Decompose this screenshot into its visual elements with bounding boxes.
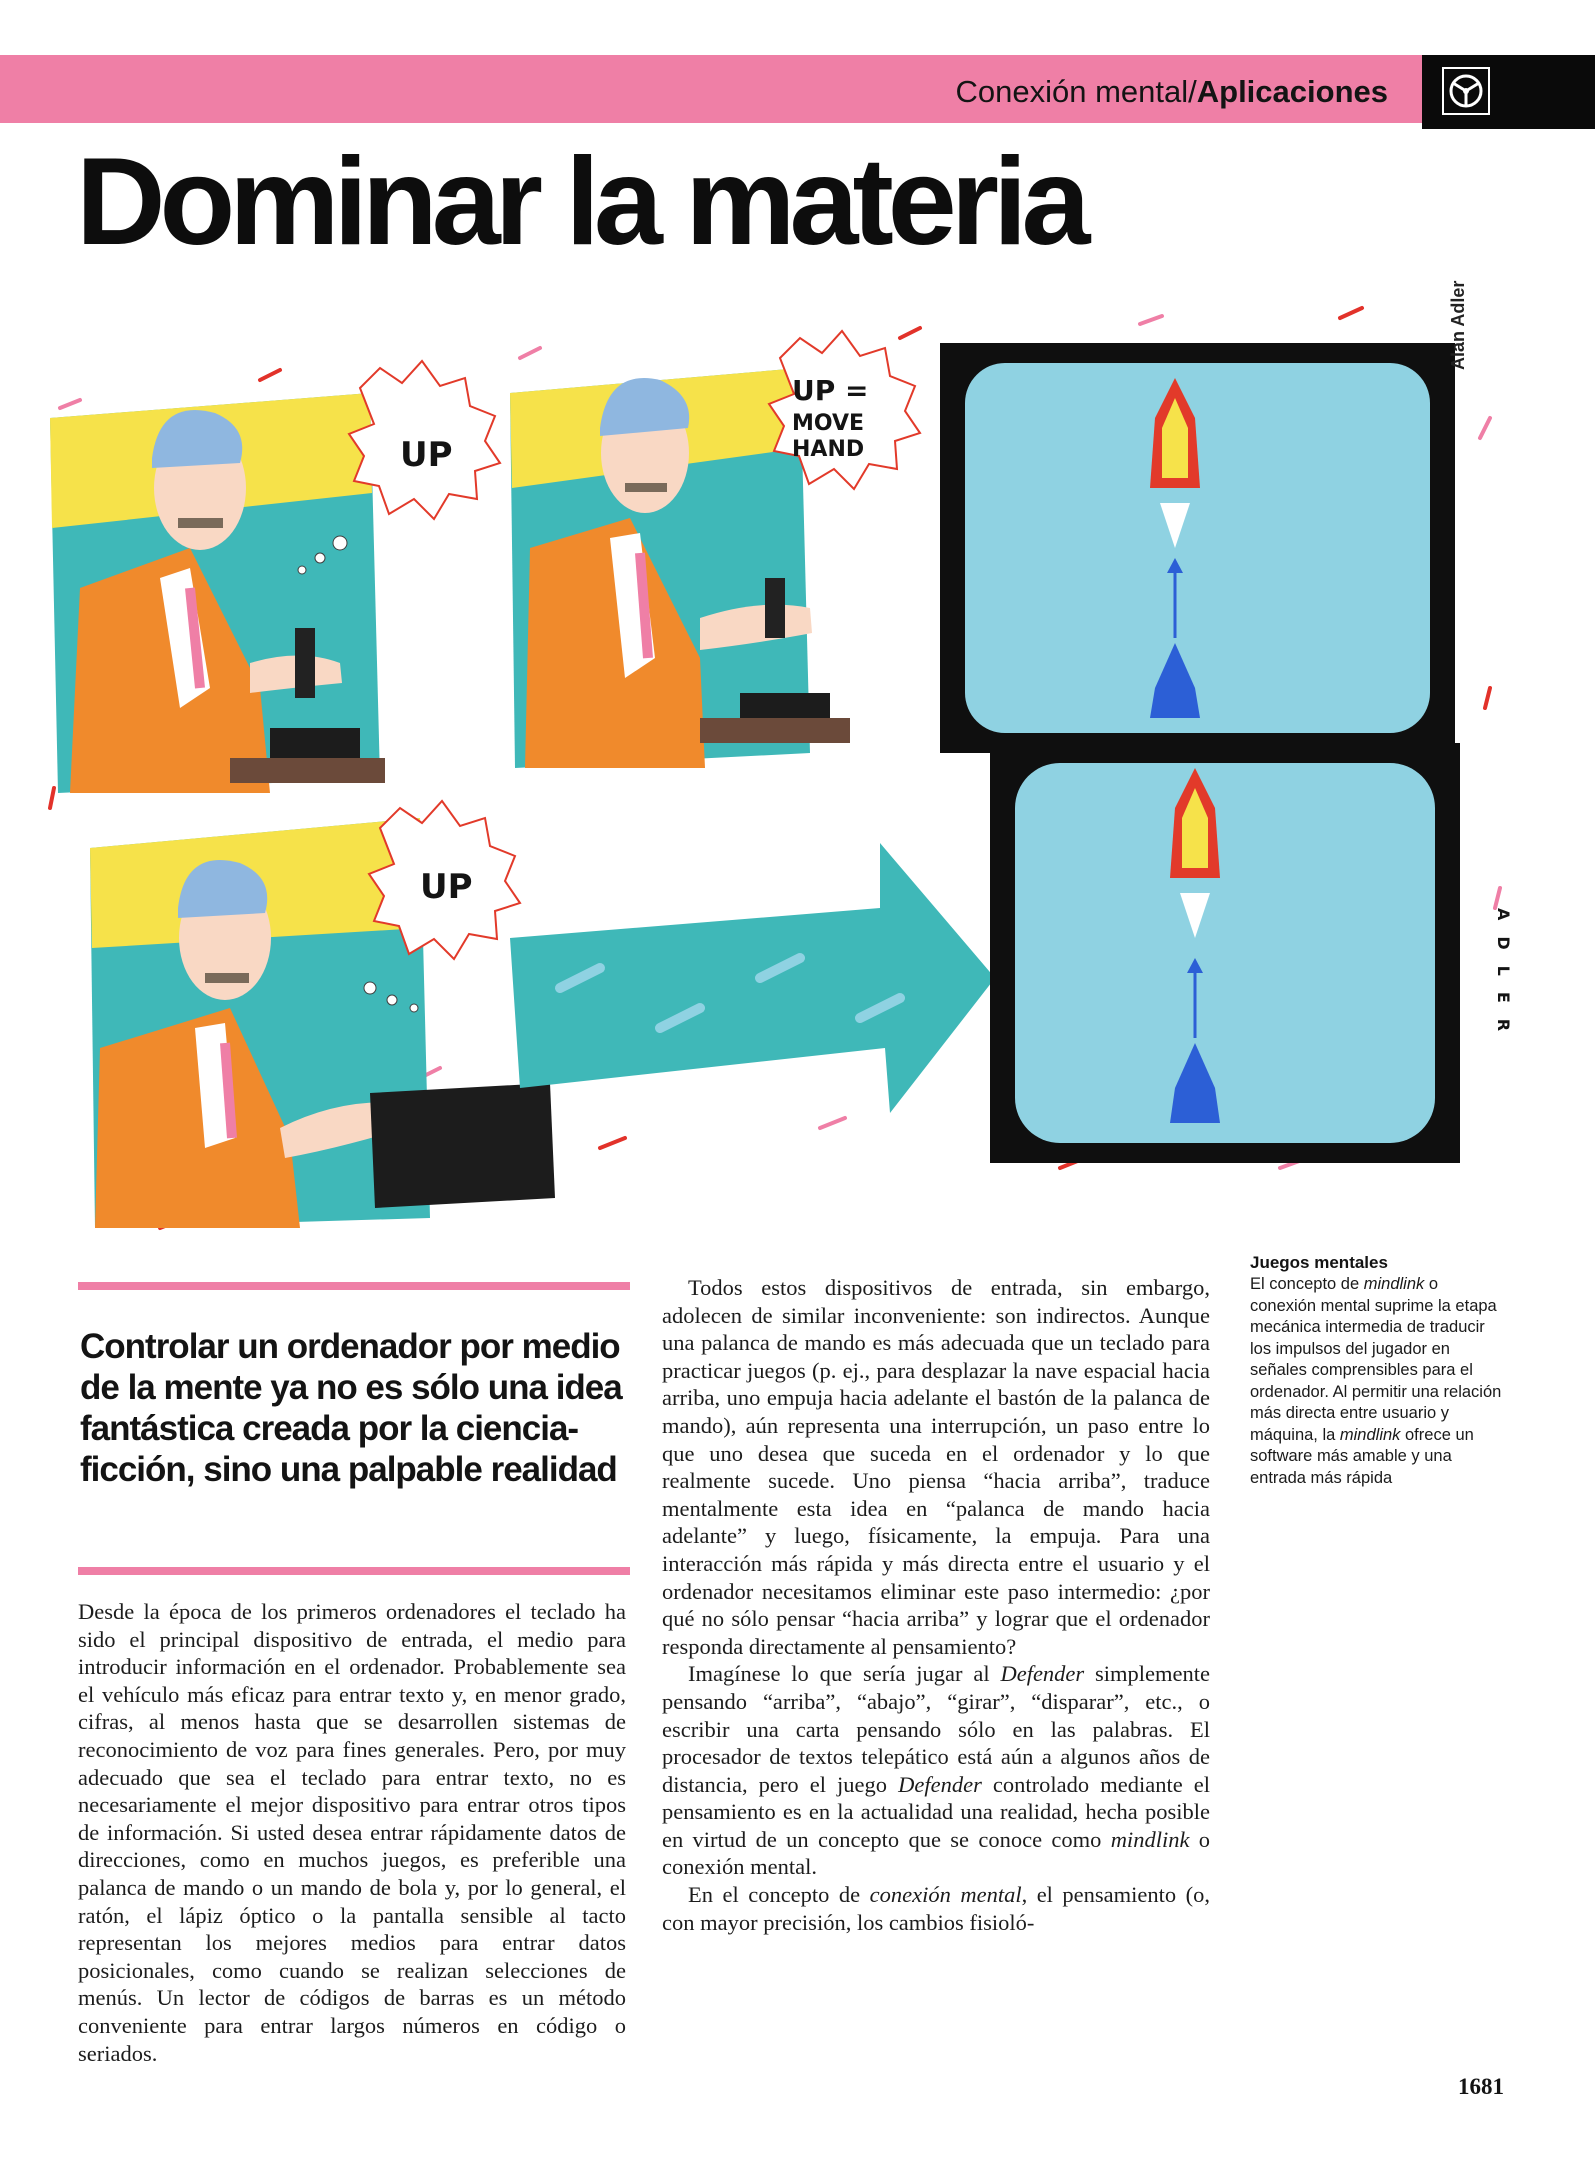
lead-rule-top (78, 1282, 630, 1290)
p4-text: En el concepto de (688, 1882, 870, 1908)
page-number: 1681 (1458, 2074, 1504, 2099)
panel-1 (50, 361, 500, 793)
steering-wheel-glyph (1444, 69, 1488, 113)
panel-4 (90, 801, 555, 1228)
body-paragraph-2: Todos estos dispositivos de entrada, sin embargo, adolecen de similar inconveniente: son indirectos. Aunque una palanca de mando es más adecuada que un teclado para practicar juegos (p. ej., para desplazar la nave espacial hacia arriba, uno empuja hacia adelante el bastón de la palanca de mando), aún representa una interrupción, un paso entre lo que uno desea que suceda en el ordenador y lo que realmente sucede. Uno piensa “hacia arriba”, traduce mentalmente esta idea en “palanca de mando hacia adelante” y luego, físicamente, la empuja. Para una interacción más rápida y más directa entre el usuario y el ordenador necesitamos eliminar este paso intermedio: ¿por qué no sólo pensar “hacia arriba” y lograr que el ordenador responda directamente al pensamiento? (662, 1275, 1210, 1659)
caption-term: mindlink (1363, 1275, 1425, 1293)
body-column-2 (662, 1274, 1210, 1936)
body-paragraph-4 (662, 1881, 1210, 1936)
caption-text-3: ofrece un software más amable y una entrada más rápida (1250, 1425, 1474, 1487)
caption-text (1250, 1274, 1505, 1489)
illustration-credit: Alan Adler (1448, 280, 1468, 370)
p3-text-4: o conexión mental. (662, 1826, 1211, 1880)
thought-bubble-2-line2: MOVE (792, 411, 865, 436)
p3-game-name-2: Defender (898, 1771, 982, 1797)
page-title: Dominar la materia (76, 133, 1085, 271)
caption-title: Juegos mentales (1250, 1253, 1388, 1272)
caption-text-2: o conexión mental suprime la etapa mecánica intermedia de traducir los impulsos del jugador en señales comprensibles para el ordenador. Al permitir una relación más directa entre usuario y máquina, la (1250, 1275, 1502, 1444)
thought-bubble-1-text: UP (400, 435, 453, 475)
section-header (956, 74, 1389, 110)
thought-bubble-3-text: UP (420, 867, 473, 907)
panel-2 (510, 331, 920, 768)
lead-rule-bottom (78, 1567, 630, 1575)
caption-term-2: mindlink (1339, 1425, 1401, 1444)
lead-paragraph: Controlar un ordenador por medio de la mente ya no es sólo una idea fantástica creada por la ciencia-ficción, sino una palpable realidad (80, 1327, 622, 1489)
p3-game-name: Defender (1000, 1661, 1085, 1687)
p3-text: Imagínese lo que sería jugar al (688, 1661, 1001, 1687)
thought-bubble-2-line1: UP = (792, 374, 869, 407)
body-paragraph-3 (662, 1660, 1210, 1881)
panel-5-monitor (990, 743, 1460, 1163)
mindlink-illustration (40, 288, 1520, 1258)
p3-term: mindlink (1110, 1826, 1190, 1852)
subsection-name: Aplicaciones (1196, 74, 1388, 109)
p4-term: conexión mental (869, 1882, 1022, 1908)
p4-text-2: , el pensamiento (o, con mayor precisión, los cambios fisioló- (662, 1882, 1210, 1935)
artist-signature: ADLER (1494, 908, 1513, 1048)
steering-wheel-icon (1442, 67, 1490, 115)
body-column-1 (78, 1598, 626, 2067)
header-icon-box (1422, 55, 1595, 129)
p3-text-2: simplemente pensando “arriba”, “abajo”, “girar”, “disparar”, etc., o escribir una carta pensando sólo en las palabras. El procesador de textos telepático está aún a algunos años de distancia, pero el juego (662, 1661, 1210, 1797)
body-paragraph-1: Desde la época de los primeros ordenadores el teclado ha sido el principal dispositivo de entrada, el medio para introducir información en el ordenador. Probablemente sea el vehículo más eficaz para entrar texto y, en menor grado, cifras, al menos hasta que se desarrollen sistemas de reconocimiento de voz para fines generales. Pero, por muy adecuado que sea el teclado para entrar texto, no es necesariamente el mejor dispositivo para entrar otros tipos de información. Si usted desea entrar rápidamente datos de direcciones, como en muchos juegos, es preferible una palanca de mando o un mando de bola y, por lo general, el ratón, el lápiz óptico o la pantalla sensible al tacto representan los mejores medios para entrar datos posicionales, como cuando se realizan selecciones de menús. Un lector de códigos de barras es un método conveniente para entrar largos números en código o seriados. (78, 1599, 626, 2066)
panel-3-monitor (940, 343, 1455, 753)
caption-text-1: El concepto de (1250, 1275, 1364, 1293)
thought-bubble-2-line3: HAND (792, 437, 865, 462)
section-name: Conexión mental/ (955, 74, 1197, 109)
p3-text-3: controlado mediante el pensamiento es en la actualidad una realidad, hecha posible en virtud de un concepto que se conoce como (662, 1771, 1210, 1852)
